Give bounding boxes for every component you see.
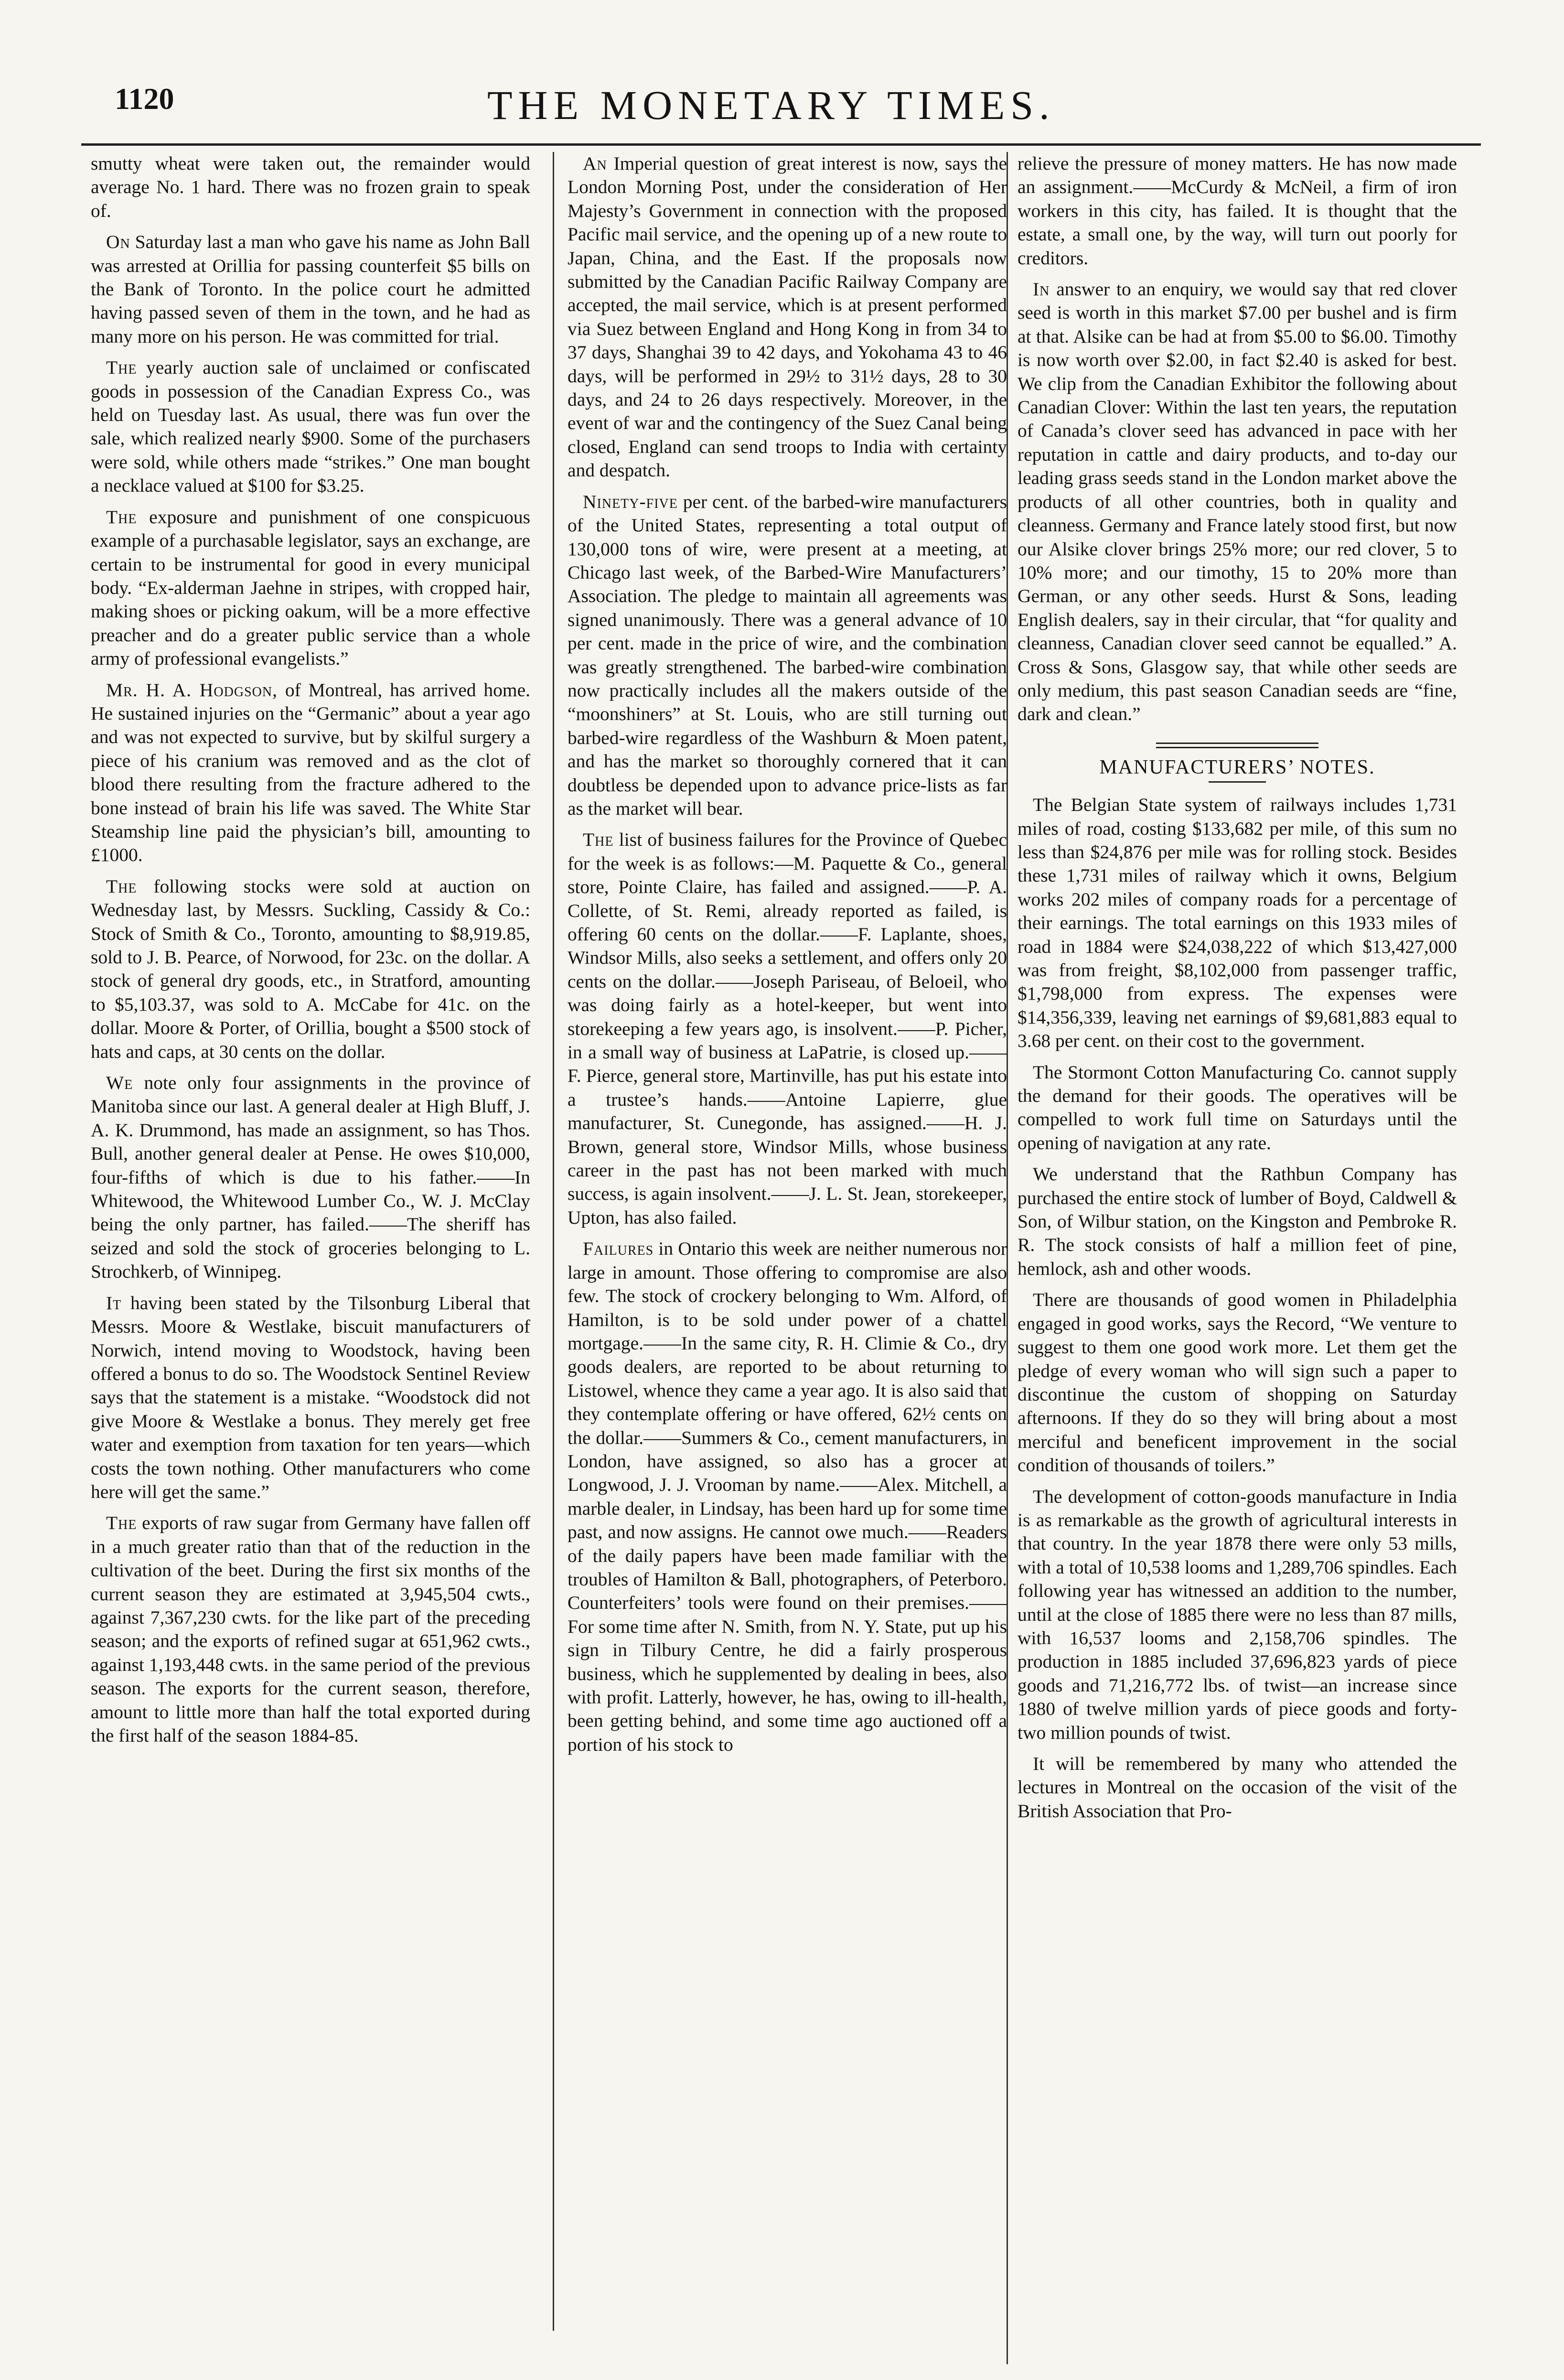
paragraph	[568, 1237, 1007, 1756]
paragraph-text: note only four assignments in the province of Manitoba since our last. A general dealer at High Bluff, J. A. K. Drummond, has made an assignment, so has Thos. Bull, another general dealer at Pense. He owes $10,000, four-fifths of which is due to his father.——In Whitewood, the Whitewood Lumber Co., W. J. McClay being the only partner, has failed.——The sheriff has seized and sold the stock of groceries belonging to L. Strochkerb, of Winnipeg.	[91, 1072, 530, 1282]
paragraph-lead: The	[106, 1512, 137, 1534]
paragraph: The Belgian State system of railways includes 1,731 miles of road, costing $133,682 per mile, of this sum no less than $24,876 per mile was for rolling stock. Besides these 1,731 miles of railway which it owns, Belgium works 202 miles of company roads for a percentage of their earnings. The total earnings on this 1933 miles of road in 1884 were $24,038,222 of which $13,427,000 was from freight, $8,102,000 from passenger traffic, $1,798,000 from express. The expenses were $14,356,339, leaving net earnings of $9,681,883 equal to 3.68 per cent. on their cost to the government.	[1018, 794, 1457, 1052]
header-rule	[81, 143, 1481, 146]
newspaper-title: THE MONETARY TIMES.	[487, 82, 1055, 128]
paragraph-text: list of business failures for the Province of Quebec for the week is as follows:—M. Paquette & Co., general store, Pointe Claire, has failed and assigned.——P. A. Collette, of St. Remi, already reported as failed, is offering 60 cents on the dollar.——F. Laplante, shoes, Windsor Mills, also seeks a settlement, and offers only 20 cents on the dollar.——Joseph Pariseau, of Beloeil, who was doing fairly as a hotel-keeper, but went into storekeeping a few years ago, is insolvent.——P. Picher, in a small way of business at LaPatrie, is closed up.——F. Pierce, general store, Martinville, has put his estate into a trustee’s hands.——Antoine Lapierre, glue manufacturer, St. Cunegonde, has assigned.——H. J. Brown, general store, Windsor Mills, whose business career in the past has not been marked with much success, is again insolvent.——J. L. St. Jean, storekeeper, Upton, has also failed.	[568, 829, 1007, 1228]
paragraph: We understand that the Rathbun Company has purchased the entire stock of lumber of Boyd, Caldwell & Son, of Wilbur station, on the Kingston and Pembroke R. R. The stock consists of half a million feet of pine, hemlock, ash and other woods.	[1018, 1163, 1457, 1279]
paragraph-text: per cent. of the barbed-wire manufacturers of the United States, representing a total output of 130,000 tons of wire, were present at a meeting, at Chicago last week, of the Barbed-Wire Manufacturers’ Association. The pledge to maintain all agreements was signed unanimously. There was a general advance of 10 per cent. made in the price of wire, and the combination was greatly strengthened. The barbed-wire combination now practically includes all the makers outside of the “moonshiners” at St. Louis, who are still turning out barbed-wire regardless of the Washburn & Moen patent, and has the market so thoroughly cornered that it can doubtless be depended upon to advance price-lists as far as the market will bear.	[568, 491, 1007, 819]
paragraph-text: exposure and punishment of one conspicuous example of a purchasable legislator, says an exchange, are certain to be instrumental for good in every municipal body. “Ex-alderman Jaehne in stripes, with cropped hair, making shoes or picking oakum, will be a more effective preacher and do a greater public service than a whole army of professional evangelists.”	[91, 506, 530, 669]
paragraph	[91, 1071, 530, 1284]
paragraph-lead: The	[583, 829, 614, 851]
paragraph	[1018, 278, 1457, 726]
paragraph	[568, 152, 1007, 483]
paragraph-lead: Mr. H. A. Hodgson,	[106, 679, 278, 700]
paragraph	[91, 875, 530, 1064]
paragraph-text: answer to an enquiry, we would say that red clover seed is worth in this market $7.00 per bushel and is firm at that. Alsike can be had at from $5.00 to $6.00. Timothy is now worth over $2.00, in fact $2.40 is asked for best. We clip from the Canadian Exhibitor the following about Canadian Clover: Within the last ten years, the reputation of Canada’s clover seed has advanced in pace with her reputation in cattle and dairy products, and to-day our leading grass seeds stand in the London market above the products of all other countries, both in quality and cleanness. Germany and France lately stood first, but now our Alsike clover brings 25% more; our red clover, 5 to 10% more; and our timothy, 15 to 20% more than German, or any other seeds. Hurst & Sons, leading English dealers, say in their circular, that “for quality and cleanness, Canadian clover seed cannot be equalled.” A. Cross & Sons, Glasgow say, that while other seeds are only medium, this past season Canadian seeds are “fine, dark and clean.”	[1018, 279, 1457, 725]
paragraph	[568, 490, 1007, 821]
paragraph-text: exports of raw sugar from Germany have fallen off in a much greater ratio than that of the reduction in the cultivation of the beet. During the first six months of the current season they are estimated at 3,945,504 cwts., against 7,367,230 cwts. for the like part of the preceding season; and the exports of refined sugar at 651,962 cwts., against 1,193,448 cwts. in the same period of the previous season. The exports for the current season, therefore, amount to little more than half the total exported during the first half of the season 1884-85.	[91, 1512, 530, 1746]
paragraph-lead: It	[106, 1292, 122, 1314]
paragraph: relieve the pressure of money matters. He has now made an assignment.——McCurdy & McNeil, a firm of iron workers in this city, has failed. It is thought that the estate, a small one, by the way, will turn out poorly for creditors.	[1018, 153, 1457, 269]
paragraph: The Stormont Cotton Manufacturing Co. cannot supply the demand for their goods. The operatives will be compelled to work full time on Saturdays until the opening of navigation at any rate.	[1018, 1061, 1457, 1153]
paragraph-text: yearly auction sale of unclaimed or confiscated goods in possession of the Canadian Express Co., was held on Tuesday last. As usual, there was fun over the sale, which realized nearly $900. Some of the purchasers were sold, while others made “strikes.” One man bought a necklace valued at $100 for $3.25.	[91, 357, 530, 496]
paragraph-lead: The	[106, 875, 137, 897]
paragraph	[91, 230, 530, 348]
paragraph	[91, 1292, 530, 1504]
paragraph	[91, 506, 530, 671]
section-heading: MANUFACTURERS’ NOTES.	[1099, 756, 1375, 778]
paragraph: The development of cotton-goods manufacture in India is as remarkable as the growth of agricultural interests in that country. In the year 1878 there were only 53 mills, with a total of 10,538 looms and 1,289,706 spindles. Each following year has witnessed an addition to the number, until at the close of 1885 there were no less than 87 mills, with 16,537 looms and 2,158,706 spindles. The production in 1885 included 37,696,823 yards of piece goods and 71,216,772 lbs. of twist—an increase since 1880 of twelve million yards of piece goods and forty-two million pounds of twist.	[1018, 1486, 1457, 1743]
column-right	[1018, 152, 1457, 2364]
page-number: 1120	[115, 82, 174, 116]
paragraph-lead: Ninety-five	[583, 491, 678, 512]
paragraph-text: Saturday last a man who gave his name as John Ball was arrested at Orillia for passing counterfeit $5 bills on the Bank of Toronto. In the police court he admitted having passed seven of them in the town, and he had as many more on his person. He was committed for trial.	[91, 231, 530, 347]
section-heading-rule	[1209, 781, 1266, 783]
paragraph-text: Imperial question of great interest is now, says the London Morning Post, under the consideration of Her Majesty’s Government in connection with the proposed Pacific mail service, and the opening up of a new route to Japan, China, and the East. If the proposals now submitted by the Canadian Pacific Railway Company are accepted, the mail service, which is at present performed via Suez between England and Hong Kong in from 34 to 37 days, Shanghai 39 to 42 days, and Yokohama 43 to 46 days, will be performed in 29½ to 31½ days, 28 to 30 days, and 24 to 26 days respectively. Moreover, in the event of war and the contingency of the Suez Canal being closed, England can send troops to India with certainty and despatch.	[568, 153, 1007, 481]
paragraph-lead: Failures	[583, 1238, 654, 1260]
paragraph-lead: The	[106, 506, 137, 528]
paragraph-lead: An	[583, 153, 607, 174]
column-middle	[568, 152, 1007, 2364]
section-divider	[1156, 743, 1318, 748]
paragraph: smutty wheat were taken out, the remainder would average No. 1 hard. There was no frozen grain to speak of.	[91, 153, 530, 221]
paragraph-lead: The	[106, 357, 137, 378]
paragraph	[91, 1511, 530, 1747]
masthead	[81, 67, 1476, 143]
paragraph: There are thousands of good women in Philadelphia engaged in good works, says the Record, “We venture to suggest to them one good work more. Let them get the pledge of every woman who will sign such a paper to discontinue the custom of shopping on Saturday afternoons. If they do so they will bring about a most merciful and beneficent improvement in the social condition of thousands of toilers.”	[1018, 1289, 1457, 1476]
paragraph	[91, 356, 530, 497]
paragraph-lead: On	[106, 231, 130, 253]
column-divider	[553, 152, 554, 2331]
paragraph-text: of Montreal, has arrived home. He sustained injuries on the “Germanic” about a year ago and was not expected to survive, but by skilful surgery a piece of his cranium was removed and as the clot of blood there resulting from the fracture adhered to the bone instead of brain his life was saved. The White Star Steamship line paid the physician’s bill, amounting to £1000.	[91, 679, 530, 866]
paragraph-text: following stocks were sold at auction on Wednesday last, by Messrs. Suckling, Cassidy & Co.: Stock of Smith & Co., Toronto, amounting to $8,919.85, sold to J. B. Pearce, of Norwood, for 23c. on the dollar. A stock of general dry goods, etc., in Stratford, amounting to $5,103.37, was sold to A. McCabe for 41c. on the dollar. Moore & Porter, of Orillia, bought a $500 stock of hats and caps, at 30 cents on the dollar.	[91, 875, 530, 1062]
paragraph	[568, 828, 1007, 1229]
paragraph-text: having been stated by the Tilsonburg Liberal that Messrs. Moore & Westlake, biscuit manufacturers of Norwich, intend moving to Woodstock, having been offered a bonus to do so. The Woodstock Sentinel Review says that the statement is a mistake. “Woodstock did not give Moore & Westlake a bonus. They merely get free water and exemption from taxation for ten years—which costs the town nothing. Other manufacturers who come here will get the same.”	[91, 1292, 530, 1502]
paragraph-text: in Ontario this week are neither numerous nor large in amount. Those offering to compromise are also few. The stock of crockery belonging to Wm. Alford, of Hamilton, is to be sold under power of a chattel mortgage.——In the same city, R. H. Climie & Co., dry goods dealers, are reported to be about returning to Listowel, whence they came a year ago. It is also said that they contemplate offering or have offered, 62½ cents on the dollar.——Summers & Co., cement manufacturers, in London, have assigned, so also has a grocer at Longwood, J. J. Vrooman by name.——Alex. Mitchell, a marble dealer, in Lindsay, has been hard up for some time past, and now assigns. He cannot owe much.——Readers of the daily papers have been made familiar with the troubles of Hamilton & Ball, photographers, of Peterboro. Counterfeiters’ tools were found on their premises.——For some time after N. Smith, from N. Y. State, put up his sign in Tilbury Centre, he did a fairly prosperous business, which he supplemented by dealing in bees, also with profit. Latterly, however, he has, owing to ill-health, been getting behind, and some time ago auctioned off a portion of his stock to	[568, 1238, 1007, 1755]
paragraph: It will be remembered by many who attended the lectures in Montreal on the occasion of the visit of the British Association that Pro-	[1018, 1753, 1457, 1821]
paragraph-lead: In	[1033, 279, 1050, 300]
paragraph	[91, 678, 530, 867]
column-left	[91, 152, 530, 2331]
paragraph-lead: We	[106, 1072, 133, 1094]
